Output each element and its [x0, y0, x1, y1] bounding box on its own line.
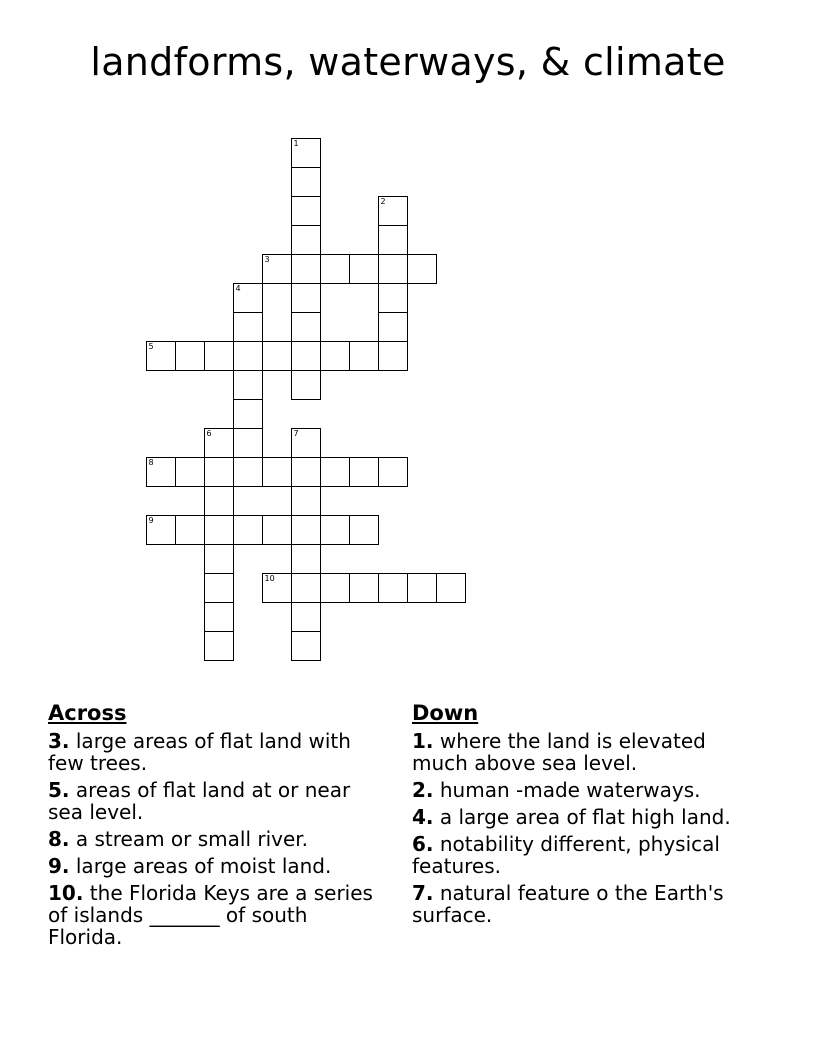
grid-cell[interactable] [291, 283, 321, 313]
grid-cell[interactable] [204, 341, 234, 371]
grid-cell[interactable] [291, 167, 321, 197]
grid-cell[interactable] [233, 370, 263, 400]
grid-cell[interactable] [262, 341, 292, 371]
clue-down-1: 1. where the land is elevated much above sea level. [412, 729, 706, 775]
down-clues [412, 700, 742, 931]
grid-cell[interactable] [349, 457, 379, 487]
grid-cell[interactable] [320, 341, 350, 371]
grid-cell[interactable] [291, 544, 321, 574]
grid-cell[interactable] [378, 573, 408, 603]
grid-cell[interactable] [436, 573, 466, 603]
grid-cell[interactable] [146, 457, 176, 487]
grid-cell[interactable] [291, 254, 321, 284]
grid-cell[interactable] [262, 254, 292, 284]
grid-cell[interactable] [291, 602, 321, 632]
clue-across-10: 10. the Florida Keys are a series of islands _______ of south Florida. [48, 881, 373, 949]
grid-cell[interactable] [262, 573, 292, 603]
grid-cell[interactable] [320, 457, 350, 487]
clue-number: 3 [264, 254, 270, 264]
grid-cell[interactable] [320, 254, 350, 284]
grid-cell[interactable] [291, 457, 321, 487]
grid-cell[interactable] [204, 486, 234, 516]
grid-cell[interactable] [233, 283, 263, 313]
grid-cell[interactable] [146, 341, 176, 371]
clue-down-2: 2. human -made waterways. [412, 778, 701, 802]
grid-cell[interactable] [291, 370, 321, 400]
clue-across-9: 9. large areas of moist land. [48, 854, 332, 878]
grid-cell[interactable] [291, 573, 321, 603]
grid-cell[interactable] [204, 428, 234, 458]
grid-cell[interactable] [204, 544, 234, 574]
grid-cell[interactable] [262, 515, 292, 545]
grid-cell[interactable] [233, 312, 263, 342]
grid-cell[interactable] [407, 573, 437, 603]
clue-down-4: 4. a large area of flat high land. [412, 805, 731, 829]
grid-cell[interactable] [291, 196, 321, 226]
grid-cell[interactable] [175, 515, 205, 545]
grid-cell[interactable] [378, 196, 408, 226]
grid-cell[interactable] [378, 283, 408, 313]
clue-number: 9 [148, 515, 154, 525]
puzzle-title: landforms, waterways, & climate [90, 40, 726, 84]
grid-cell[interactable] [204, 515, 234, 545]
grid-cell[interactable] [233, 457, 263, 487]
clue-number: 7 [293, 428, 299, 438]
grid-cell[interactable] [204, 457, 234, 487]
grid-cell[interactable] [262, 457, 292, 487]
across-clues [48, 700, 378, 953]
grid-cell[interactable] [349, 341, 379, 371]
grid-cell[interactable] [349, 573, 379, 603]
grid-cell[interactable] [378, 225, 408, 255]
grid-cell[interactable] [291, 515, 321, 545]
grid-cell[interactable] [291, 341, 321, 371]
grid-cell[interactable] [204, 602, 234, 632]
clue-across-5: 5. areas of flat land at or near sea level. [48, 778, 351, 824]
grid-cell[interactable] [291, 428, 321, 458]
down-heading: Down [412, 701, 479, 725]
clue-number: 4 [235, 283, 241, 293]
clue-number: 5 [148, 341, 154, 351]
across-heading: Across [48, 701, 127, 725]
clue-number: 10 [264, 573, 275, 583]
grid-cell[interactable] [291, 225, 321, 255]
grid-cell[interactable] [291, 631, 321, 661]
grid-cell[interactable] [233, 428, 263, 458]
clue-number: 2 [380, 196, 386, 206]
clue-down-6: 6. notability different, physical features. [412, 832, 720, 878]
clue-number: 6 [206, 428, 212, 438]
grid-cell[interactable] [320, 573, 350, 603]
grid-cell[interactable] [146, 515, 176, 545]
grid-cell[interactable] [204, 573, 234, 603]
clue-across-3: 3. large areas of flat land with few trees. [48, 729, 351, 775]
grid-cell[interactable] [233, 341, 263, 371]
clue-number: 1 [293, 138, 299, 148]
grid-cell[interactable] [378, 254, 408, 284]
clue-down-7: 7. natural feature o the Earth's surface. [412, 881, 724, 927]
grid-cell[interactable] [378, 341, 408, 371]
clue-across-8: 8. a stream or small river. [48, 827, 309, 851]
grid-cell[interactable] [233, 399, 263, 429]
grid-cell[interactable] [291, 312, 321, 342]
clue-number: 8 [148, 457, 154, 467]
grid-cell[interactable] [291, 138, 321, 168]
grid-cell[interactable] [349, 254, 379, 284]
grid-cell[interactable] [204, 631, 234, 661]
grid-cell[interactable] [291, 486, 321, 516]
grid-cell[interactable] [320, 515, 350, 545]
grid-cell[interactable] [378, 457, 408, 487]
grid-cell[interactable] [175, 341, 205, 371]
grid-cell[interactable] [233, 515, 263, 545]
grid-cell[interactable] [175, 457, 205, 487]
grid-cell[interactable] [407, 254, 437, 284]
grid-cell[interactable] [378, 312, 408, 342]
grid-cell[interactable] [349, 515, 379, 545]
